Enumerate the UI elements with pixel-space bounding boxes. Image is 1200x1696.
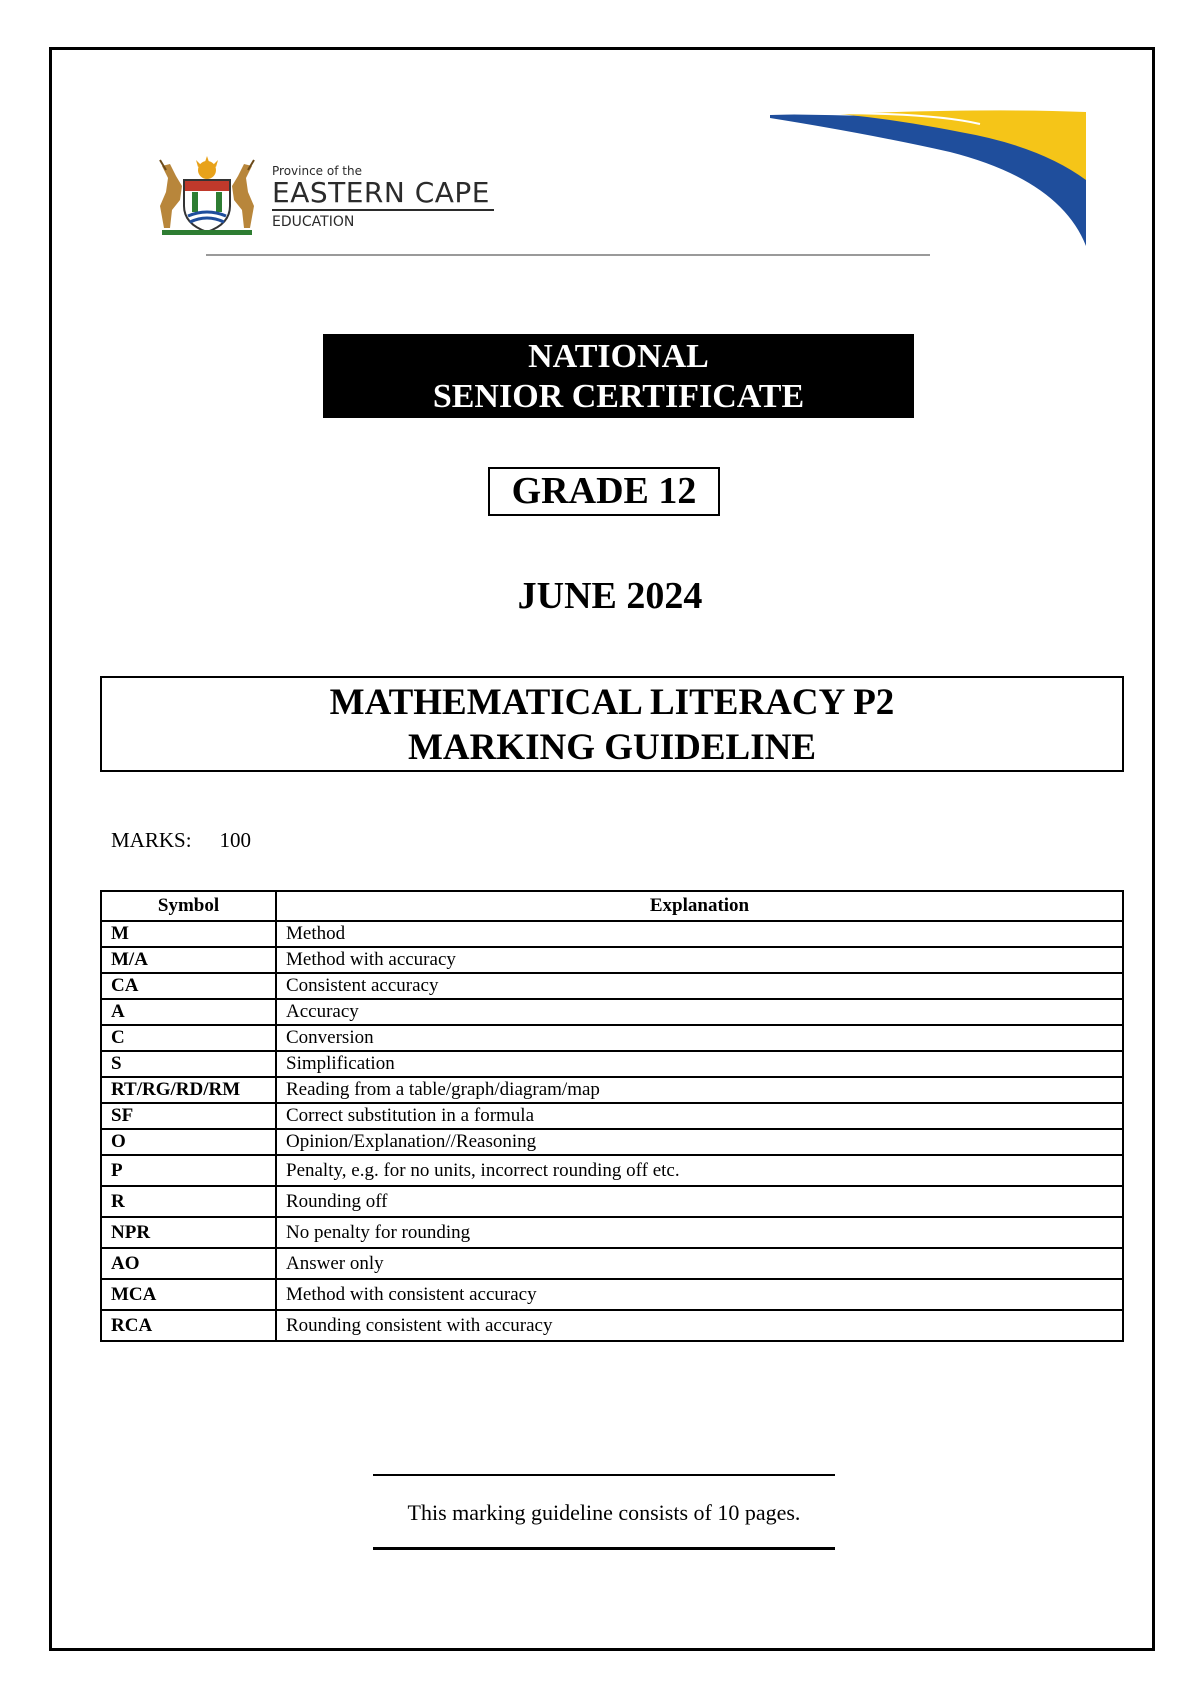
table-row (101, 1155, 1123, 1186)
table-row (101, 1186, 1123, 1217)
explanation-cell: Method (276, 921, 1123, 947)
header-rule (206, 254, 930, 256)
footer-rule-top (373, 1474, 835, 1476)
table-row (101, 1025, 1123, 1051)
explanation-cell: Answer only (276, 1248, 1123, 1279)
symbol-cell: O (101, 1129, 276, 1155)
grade-box: GRADE 12 (488, 467, 720, 516)
symbol-cell: C (101, 1025, 276, 1051)
title-line-1: NATIONAL (528, 338, 709, 375)
footer-rule-bottom (373, 1547, 835, 1550)
nsc-title-box (323, 334, 914, 418)
symbol-cell: RT/RG/RD/RM (101, 1077, 276, 1103)
symbol-table (100, 890, 1124, 1342)
column-header-symbol: Symbol (101, 891, 276, 921)
explanation-cell: Correct substitution in a formula (276, 1103, 1123, 1129)
swoosh-graphic (770, 110, 1086, 246)
symbol-cell: R (101, 1186, 276, 1217)
explanation-cell: No penalty for rounding (276, 1217, 1123, 1248)
table-row (101, 1129, 1123, 1155)
symbol-cell: NPR (101, 1217, 276, 1248)
column-header-explanation: Explanation (276, 891, 1123, 921)
table-row (101, 1103, 1123, 1129)
explanation-cell: Penalty, e.g. for no units, incorrect rounding off etc. (276, 1155, 1123, 1186)
symbol-cell: CA (101, 973, 276, 999)
symbol-cell: MCA (101, 1279, 276, 1310)
explanation-cell: Rounding consistent with accuracy (276, 1310, 1123, 1341)
explanation-cell: Consistent accuracy (276, 973, 1123, 999)
explanation-cell: Reading from a table/graph/diagram/map (276, 1077, 1123, 1103)
eastern-cape-education-logo (148, 156, 500, 238)
symbol-cell: M (101, 921, 276, 947)
symbol-cell: P (101, 1155, 276, 1186)
title-line-2: SENIOR CERTIFICATE (432, 378, 805, 415)
logo-department: EDUCATION (272, 214, 355, 230)
explanation-cell: Opinion/Explanation//Reasoning (276, 1129, 1123, 1155)
table-row (101, 999, 1123, 1025)
marks-label: MARKS: (111, 828, 192, 852)
symbol-cell: SF (101, 1103, 276, 1129)
symbol-cell: RCA (101, 1310, 276, 1341)
marks-value: 100 (219, 828, 252, 852)
explanation-cell: Accuracy (276, 999, 1123, 1025)
symbol-cell: M/A (101, 947, 276, 973)
table-row (101, 1077, 1123, 1103)
coat-of-arms-icon (148, 156, 266, 238)
subject-line-2: MARKING GUIDELINE (407, 727, 817, 768)
explanation-cell: Simplification (276, 1051, 1123, 1077)
table-row (101, 1279, 1123, 1310)
table-row (101, 1310, 1123, 1341)
table-header-row (101, 891, 1123, 921)
symbol-cell: A (101, 999, 276, 1025)
explanation-cell: Rounding off (276, 1186, 1123, 1217)
table-row (101, 921, 1123, 947)
explanation-cell: Method with consistent accuracy (276, 1279, 1123, 1310)
table-row (101, 1248, 1123, 1279)
symbol-cell: S (101, 1051, 276, 1077)
logo-name: EASTERN CAPE (272, 176, 490, 209)
symbol-cell: AO (101, 1248, 276, 1279)
table-row (101, 1217, 1123, 1248)
explanation-cell: Method with accuracy (276, 947, 1123, 973)
logo-province-line: Province of the (272, 164, 362, 178)
table-row (101, 973, 1123, 999)
exam-date: JUNE 2024 (517, 575, 703, 617)
subject-line-1: MATHEMATICAL LITERACY P2 (329, 682, 895, 723)
table-row (101, 947, 1123, 973)
subject-box (100, 676, 1124, 772)
logo-underline (272, 209, 494, 211)
marks-line (111, 827, 251, 853)
page-count-note: This marking guideline consists of 10 pages. (407, 1500, 801, 1525)
table-row (101, 1051, 1123, 1077)
explanation-cell: Conversion (276, 1025, 1123, 1051)
